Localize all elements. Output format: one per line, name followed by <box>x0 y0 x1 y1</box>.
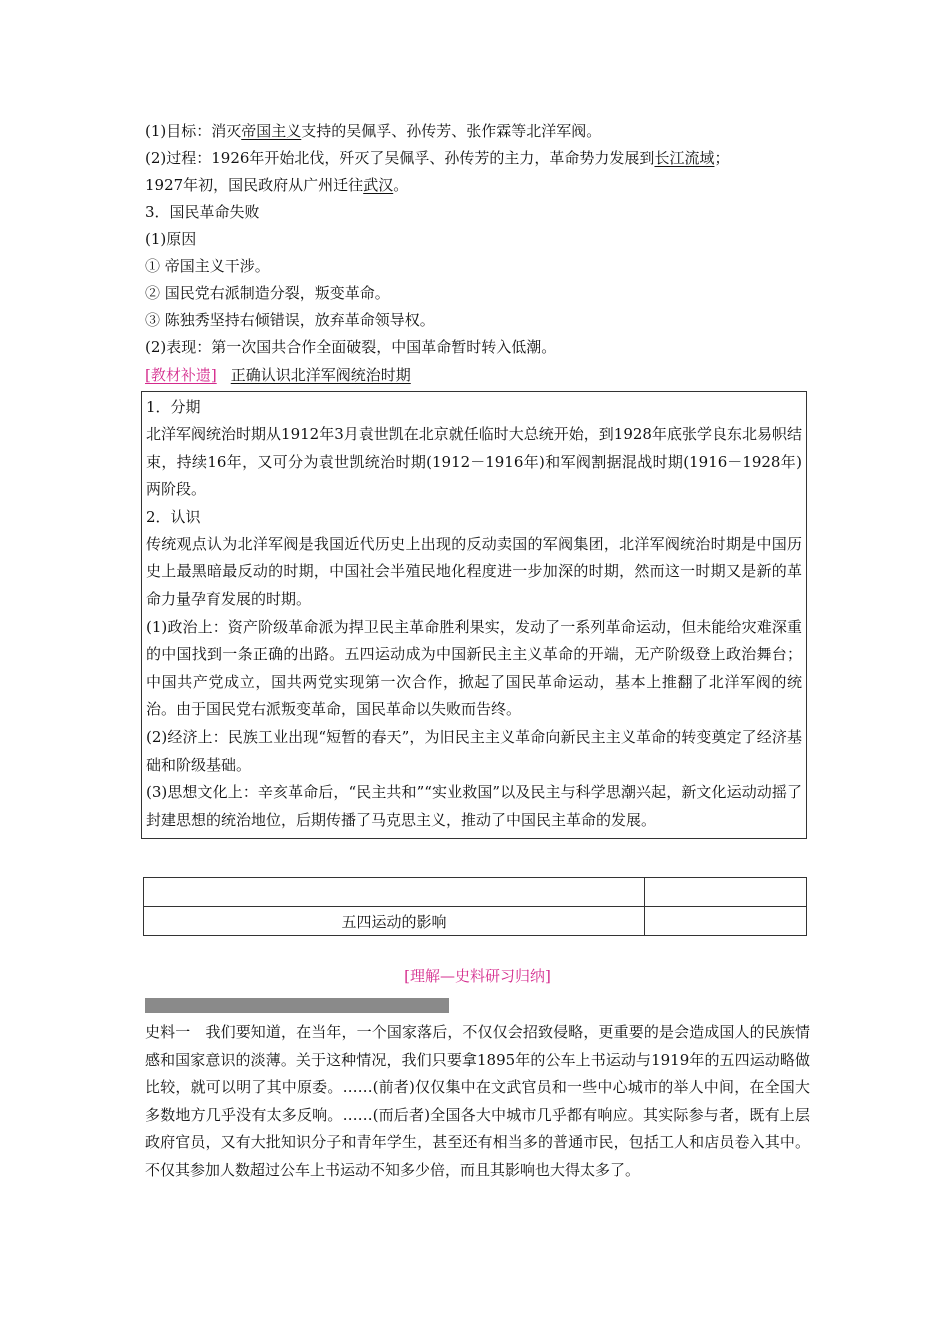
cause-item-2: ② 国民党右派制造分裂，叛变革命。 <box>145 284 390 302</box>
goal-underlined: 帝国主义 <box>241 122 302 140</box>
supplement-paragraph-1: 北洋军阀统治时期从1912年3月袁世凯在北京就任临时大总统开始，到1928年底张学良东北易帜结束，持续16年，又可分为袁世凯统治时期(1912－1916年)和军阀割据混战时期(1916－1928年)两阶段。 <box>146 425 802 499</box>
supplement-paragraph-5: (3)思想文化上：辛亥革命后，“民主共和”“实业救国”以及民主与科学思潮兴起，新文化运动动摇了封建思想的统治地位，后期传播了马克思主义，推动了中国民主革命的发展。 <box>146 783 802 829</box>
section3-heading: 3．国民革命失败 <box>145 203 260 221</box>
process-text-a: (2)过程：1926年开始北伐，歼灭了吴佩孚、孙传芳的主力，革命势力发展到 <box>145 149 655 167</box>
source-paragraph-1: 史料一 我们要知道，在当年，一个国家落后，不仅仅会招致侵略，更重要的是会造成国人的民族情感和国家意识的淡薄。关于这种情况，我们只要拿1895年的公车上书运动与1919年的五四运动略做比较，就可以明了其中原委。……(前者)仅仅集中在文武官员和一些中心城市的举人中间，在全国大多数地方几乎没有太多反响。……(而后者)全国各大中城市几乎都有响应。其实际参与者，既有上层政府官员，又有大批知识分子和青年学生，甚至还有相当多的普通市民，包括工人和店员卷入其中。不仅其参加人数超过公车上书运动不知多少倍，而且其影响也大得太多了。 <box>145 1023 810 1179</box>
cause-label: (1)原因 <box>145 230 197 248</box>
table-row <box>144 878 807 907</box>
supplement-heading-2: 2．认识 <box>146 507 201 526</box>
cause-item-1: ① 帝国主义干涉。 <box>145 257 270 275</box>
process-underlined-2: 武汉 <box>363 176 394 194</box>
process-text-c: 1927年初，国民政府从广州迁往 <box>145 176 364 194</box>
document-page <box>145 118 810 1184</box>
supplement-paragraph-3: (1)政治上：资产阶级革命派为捍卫民主革命胜利果实，发动了一系列革命运动，但未能给灾难深重的中国找到一条正确的出路。五四运动成为中国新民主主义革命的开端，无产阶级登上政治舞台；中国共产党成立，国共两党实现第一次合作，掀起了国民革命运动，基本上推翻了北洋军阀的统治。由于国民党右派叛变革命，国民革命以失败而告终。 <box>146 617 802 719</box>
supplement-box <box>141 391 807 839</box>
supplement-paragraph-4: (2)经济上：民族工业出现“短暂的春天”，为旧民主主义革命向新民主主义革命的转变奠定了经济基础和阶级基础。 <box>146 727 802 774</box>
manifest-line: (2)表现：第一次国共合作全面破裂，中国革命暂时转入低潮。 <box>145 338 557 356</box>
table-cell-influence: 五四运动的影响 <box>144 907 645 936</box>
supplement-header <box>145 363 810 387</box>
goal-text: (1)目标：消灭 <box>145 122 242 140</box>
process-line-1 <box>145 145 810 172</box>
gray-bar <box>145 998 449 1013</box>
table-cell-empty <box>144 878 645 907</box>
process-underlined-1: 长江流域 <box>654 149 715 167</box>
cause-item-3: ③ 陈独秀坚持右倾错误，放弃革命领导权。 <box>145 311 435 329</box>
supplement-title: 正确认识北洋军阀统治时期 <box>230 366 411 384</box>
table-cell-empty <box>645 878 807 907</box>
supplement-tag: [教材补遗] <box>145 366 217 384</box>
goal-rest: 支持的吴佩孚、孙传芳、张作霖等北洋军阀。 <box>301 122 602 140</box>
understanding-title: [理解—史料研习归纳] <box>404 967 551 986</box>
supplement-paragraph-2: 传统观点认为北洋军阀是我国近代历史上出现的反动卖国的军阀集团，北洋军阀统治时期是中国历史上最黑暗最反动的时期，中国社会半殖民地化程度进一步加深的时期，然而这一时期又是新的革命力量孕育发展的时期。 <box>146 534 802 608</box>
process-line-2 <box>145 172 810 199</box>
process-text-d: 。 <box>393 176 409 194</box>
influence-table <box>143 877 807 936</box>
table-row <box>144 907 807 936</box>
supplement-heading-1: 1．分期 <box>146 398 201 416</box>
process-text-b: ； <box>714 149 730 167</box>
table-cell-empty <box>645 907 807 936</box>
goal-line <box>145 118 810 145</box>
